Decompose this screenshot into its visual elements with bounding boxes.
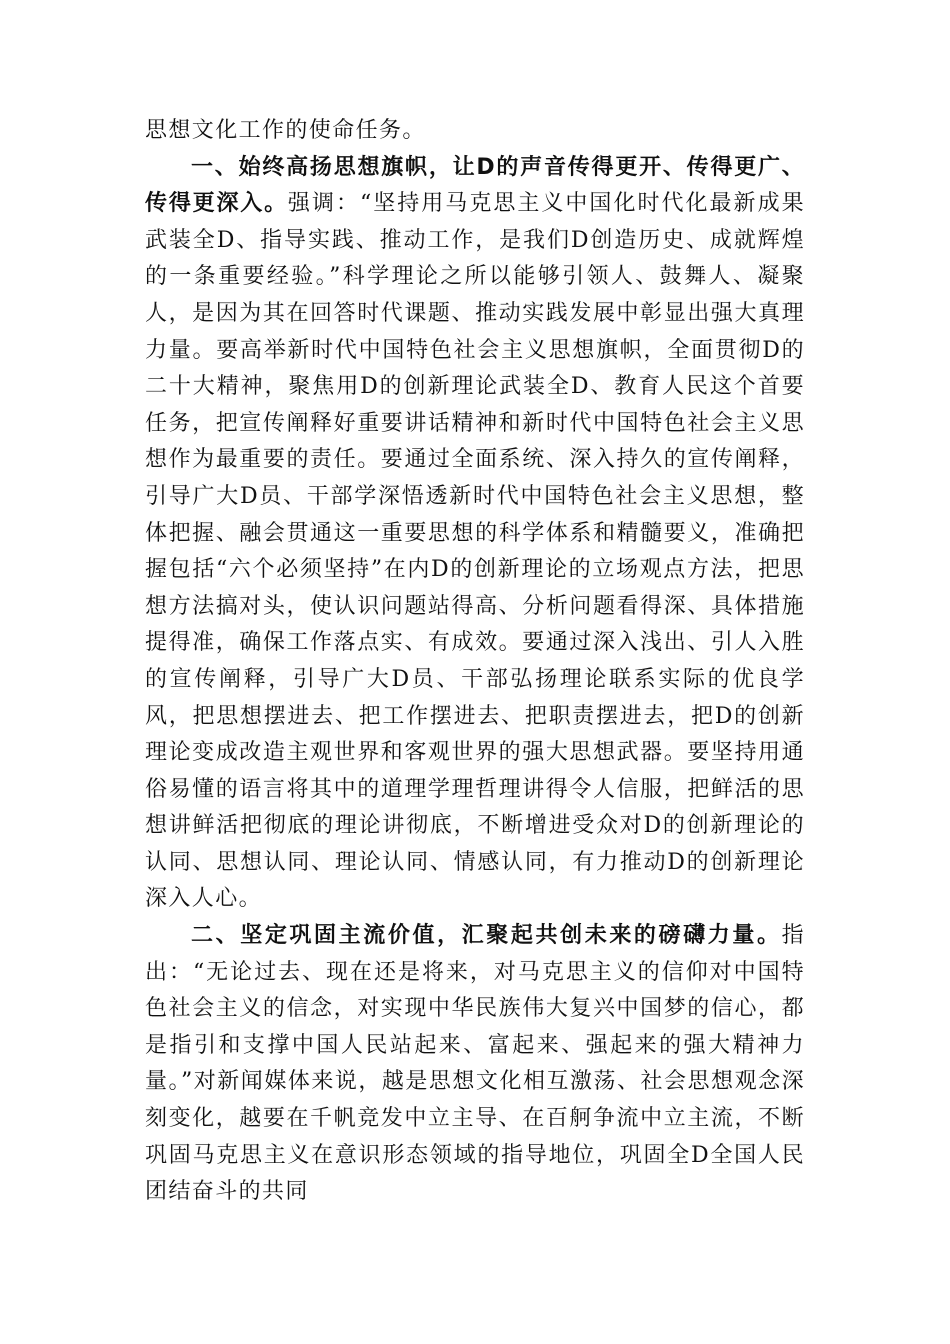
section-1-body: 强调：“坚持用马克思主义中国化时代化最新成果武装全D、指导实践、推动工作，是我们D创造历史、成就辉煌的一条重要经验。”科学理论之所以能够引领人、鼓舞人、凝聚人，是因为其在回答时代课题、推动实践发展中彰显出强大真理力量。要高举新时代中国特色社会主义思想旗帜，全面贯彻D的二十大精神，聚焦用D的创新理论武装全D、教育人民这个首要任务，把宣传阐释好重要讲话精神和新时代中国特色社会主义思想作为最重要的责任。要通过全面系统、深入持久的宣传阐释，引导广大D员、干部学深悟透新时代中国特色社会主义思想，整体把握、融会贯通这一重要思想的科学体系和精髓要义，准确把握包括“六个必须坚持”在内D的创新理论的立场观点方法，把思想方法搞对头，使认识问题站得高、分析问题看得深、具体措施提得准，确保工作落点实、有成效。要通过深入浅出、引人入胜的宣传阐释，引导广大D员、干部弘扬理论联系实际的优良学风，把思想摆进去、把工作摆进去、把职责摆进去，把D的创新理论变成改造主观世界和客观世界的强大思想武器。要坚持用通俗易懂的语言将其中的道理学理哲理讲得令人信服，把鲜活的思想讲鲜活把彻底的理论讲彻底，不断增进受众对D的创新理论的认同、思想认同、理论认同、情感认同，有力推动D的创新理论深入人心。 xyxy=(145,191,805,912)
section-2-heading: 二、坚定巩固主流价值，汇聚起共创未来的磅礴力量。 xyxy=(191,923,782,949)
section-1-paragraph xyxy=(145,150,805,918)
section-2-paragraph xyxy=(145,918,805,1211)
document-page xyxy=(145,113,805,1211)
section-2-body: 指出：“无论过去、现在还是将来，对马克思主义的信仰对中国特色社会主义的信念，对实现中华民族伟大复兴中国梦的信心，都是指引和支撑中国人民站起来、富起来、强起来的强大精神力量。”对新闻媒体来说，越是思想文化相互激荡、社会思想观念深刻变化，越要在千帆竞发中立主导、在百舸争流中立主流，不断巩固马克思主义在意识形态领域的指导地位，巩固全D全国人民团结奋斗的共同 xyxy=(145,923,805,1205)
section-1-heading: 一、始终高扬思想旗帜，让D的声音传得更开、传得更广、传得更深入。 xyxy=(145,154,805,217)
intro-paragraph-tail: 思想文化工作的使命任务。 xyxy=(145,118,426,143)
